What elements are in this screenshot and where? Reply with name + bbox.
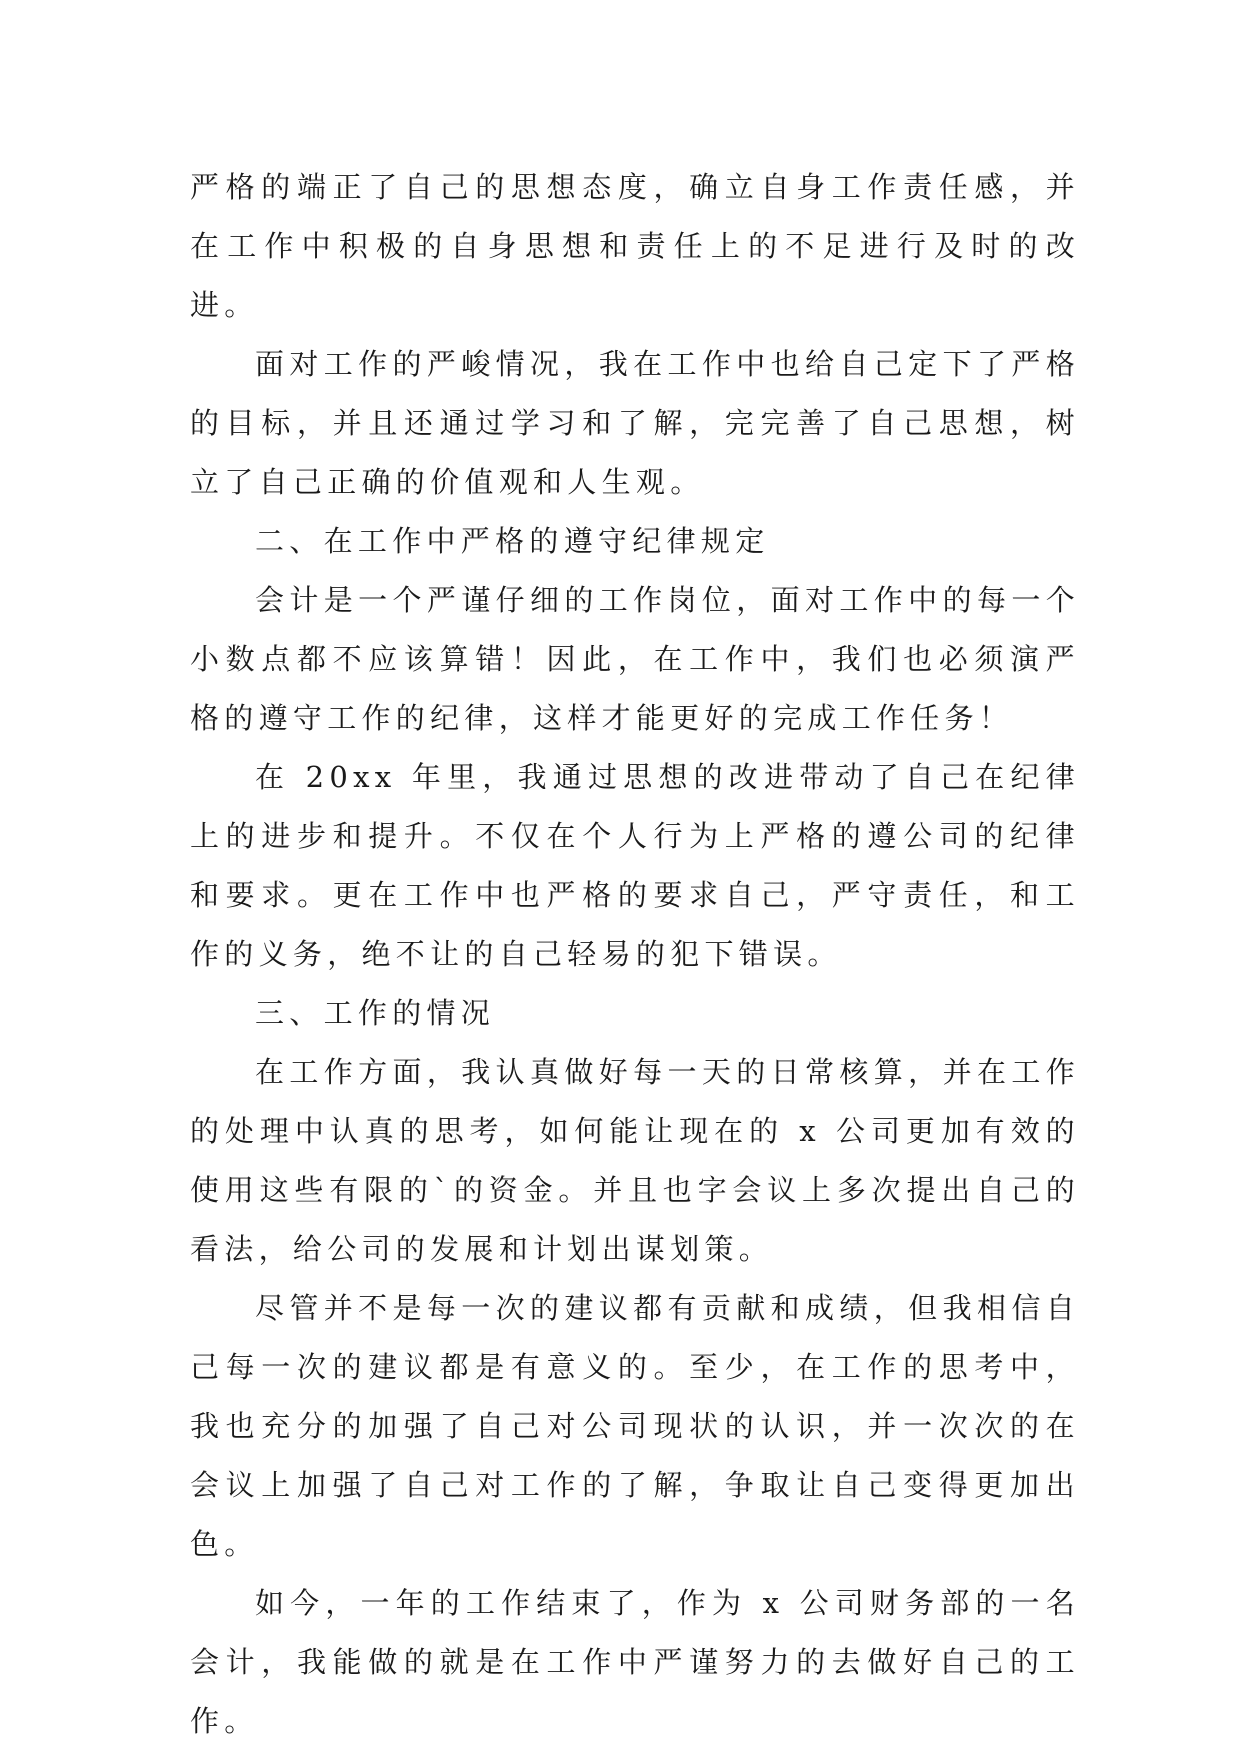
paragraph-daily-accounting: 在工作方面，我认真做好每一天的日常核算，并在工作的处理中认真的思考，如何能让现在的 x 公司更加有效的使用这些有限的`的资金。并且也字会议上多次提出自己的看法，给公司的发展和计划出谋划策。 [190,1055,1080,1266]
paragraph-discipline-progress: 在 20xx 年里，我通过思想的改进带动了自己在纪律上的进步和提升。不仅在个人行为上严格的遵公司的纪律和要求。更在工作中也严格的要求自己，严守责任，和工作的义务，绝不让的自己轻易的犯下错误。 [190,760,1080,971]
paragraph-continuation: 严格的端正了自己的思想态度，确立自身工作责任感，并在工作中积极的自身思想和责任上的不足进行及时的改进。 [190,170,1080,322]
section-heading-work-status: 三、工作的情况 [255,996,496,1030]
document-page [190,158,1080,1751]
paragraph-accounting-rigor: 会计是一个严谨仔细的工作岗位，面对工作中的每一个小数点都不应该算错！因此，在工作中，我们也必须演严格的遵守工作的纪律，这样才能更好的完成工作任务！ [190,583,1080,735]
paragraph-suggestions: 尽管并不是每一次的建议都有贡献和成绩，但我相信自己每一次的建议都是有意义的。至少，在工作的思考中，我也充分的加强了自己对公司现状的认识，并一次次的在会议上加强了自己对工作的了解，争取让自己变得更加出色。 [190,1291,1080,1561]
paragraph-goals: 面对工作的严峻情况，我在工作中也给自己定下了严格的目标，并且还通过学习和了解，完完善了自己思想，树立了自己正确的价值观和人生观。 [190,347,1080,499]
paragraph-conclusion: 如今，一年的工作结束了，作为 x 公司财务部的一名会计，我能做的就是在工作中严谨努力的去做好自己的工作。 [190,1586,1080,1738]
section-heading-discipline: 二、在工作中严格的遵守纪律规定 [255,524,770,558]
